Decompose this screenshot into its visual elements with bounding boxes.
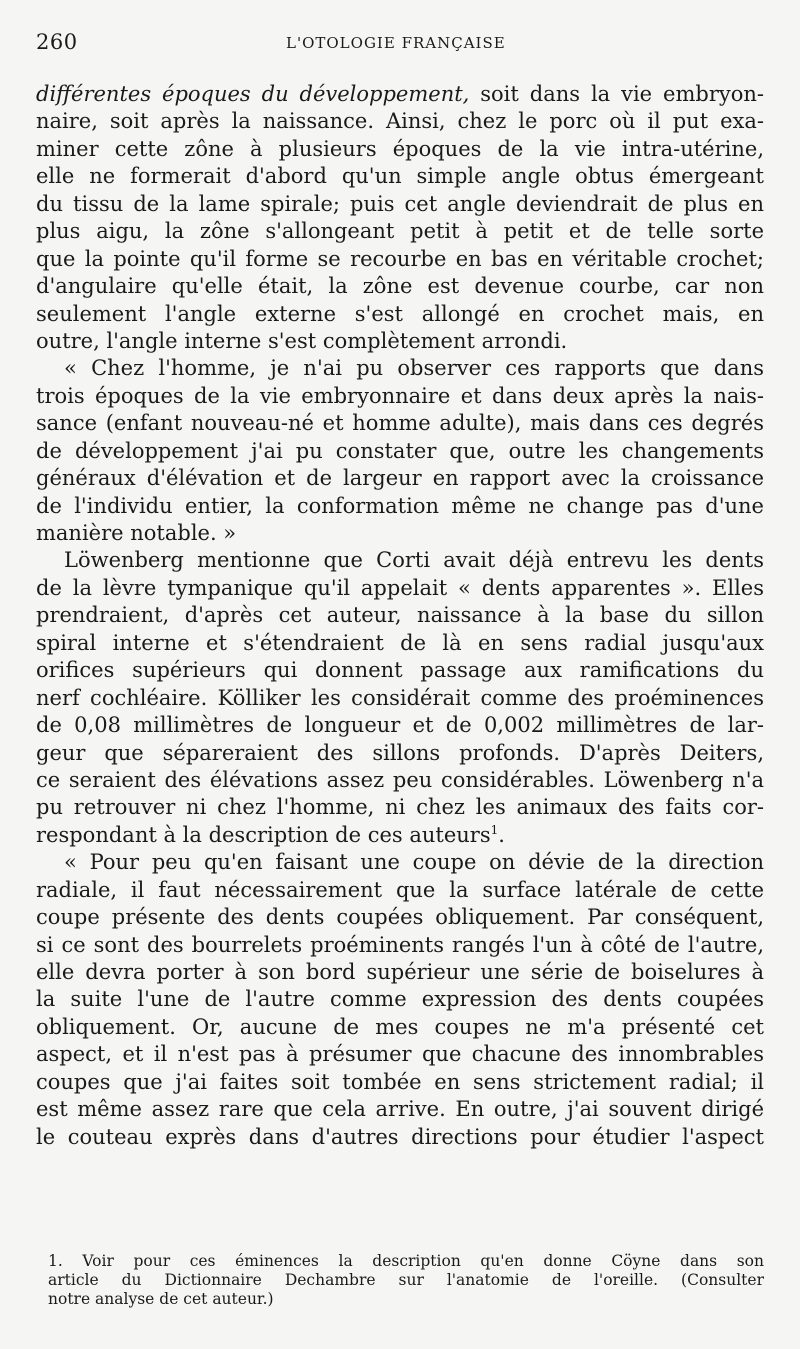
page-number: 260: [36, 30, 78, 54]
text-line: coupe présente des dents coupées obliquement. Par conséquent,: [36, 905, 764, 930]
text-line: prendraient, d'après cet auteur, naissance à la base du sillon: [36, 603, 764, 628]
text-line: Löwenberg mentionne que Corti avait déjà entrevu les dents: [64, 548, 764, 573]
text-line: geur que sépareraient des sillons profonds. D'après Deiters,: [36, 740, 764, 765]
text-line: que la pointe qu'il forme se recourbe en bas en véritable crochet;: [36, 246, 764, 271]
text-line: « Pour peu qu'en faisant une coupe on dévie de la direction: [64, 850, 764, 875]
text-line: pu retrouver ni chez l'homme, ni chez les animaux des faits cor-: [36, 795, 764, 820]
text-line: la suite l'une de l'autre comme expression des dents coupées: [36, 987, 764, 1012]
footnotes: [48, 1252, 764, 1309]
text-line: seulement l'angle externe s'est allongé en crochet mais, en: [36, 301, 764, 326]
text-line: de développement j'ai pu constater que, outre les changements: [36, 438, 764, 463]
body-text: [36, 81, 764, 1151]
text-line: de la lèvre tympanique qu'il appelait « dents apparentes ». Elles: [36, 575, 764, 600]
text-line: de 0,08 millimètres de longueur et de 0,002 millimètres de lar-: [36, 713, 764, 738]
text-line: radiale, il faut nécessairement que la surface latérale de cette: [36, 877, 764, 902]
text-line: « Chez l'homme, je n'ai pu observer ces rapports que dans: [64, 356, 764, 381]
text-line: d'angulaire qu'elle était, la zône est devenue courbe, car non: [36, 274, 764, 299]
text-fragment: respondant à la description de ces auteurs: [36, 822, 491, 847]
page-header: [36, 30, 760, 60]
text-line: miner cette zône à plusieurs époques de la vie intra-utérine,: [36, 136, 764, 161]
text-line: de l'individu entier, la conformation même ne change pas d'une: [36, 493, 764, 518]
footnote-line: article du Dictionnaire Dechambre sur l'anatomie de l'oreille. (Consulter: [48, 1271, 764, 1289]
text-line: coupes que j'ai faites soit tombée en sens strictement radial; il: [36, 1069, 764, 1094]
text-line: aspect, et il n'est pas à présumer que chacune des innombrables: [36, 1042, 764, 1067]
text-line: généraux d'élévation et de largeur en rapport avec la croissance: [36, 466, 764, 491]
text-line: ce seraient des élévations assez peu considérables. Löwenberg n'a: [36, 767, 764, 792]
italic-phrase: différentes époques du développement,: [36, 82, 470, 106]
running-head: L'OTOLOGIE FRANÇAISE: [286, 34, 506, 52]
text-line: obliquement. Or, aucune de mes coupes ne m'a présenté cet: [36, 1014, 764, 1039]
text-line: du tissu de la lame spirale; puis cet angle deviendrait de plus en: [36, 191, 764, 216]
text-line: elle ne formerait d'abord qu'un simple angle obtus émergeant: [36, 164, 764, 189]
text-line: [36, 81, 764, 108]
text-line: le couteau exprès dans d'autres directions pour étudier l'aspect: [36, 1124, 764, 1149]
text-line: outre, l'angle interne s'est complètement arrondi.: [36, 328, 568, 353]
text-fragment: .: [498, 822, 505, 847]
footnote-line: 1. Voir pour ces éminences la description qu'en donne Cöyne dans son: [48, 1252, 764, 1270]
text-line: spiral interne et s'étendraient de là en sens radial jusqu'aux: [36, 630, 764, 655]
text-line: naire, soit après la naissance. Ainsi, chez le porc où il put exa-: [36, 109, 764, 134]
footnote-reference[interactable]: 1: [490, 822, 499, 837]
text-line: est même assez rare que cela arrive. En outre, j'ai souvent dirigé: [36, 1097, 764, 1122]
text-line: manière notable. »: [36, 521, 237, 545]
text-line: [36, 822, 764, 849]
text-line: orifices supérieurs qui donnent passage aux ramifications du: [36, 658, 764, 683]
text-line: nerf cochléaire. Kölliker les considérait comme des proéminences: [36, 685, 764, 710]
text-line: sance (enfant nouveau-né et homme adulte), mais dans ces degrés: [36, 411, 764, 436]
text-line: elle devra porter à son bord supérieur une série de boiselures à: [36, 960, 764, 984]
text-line: trois époques de la vie embryonnaire et dans deux après la nais-: [36, 383, 764, 408]
footnote-line: notre analyse de cet auteur.): [48, 1290, 274, 1308]
text-line: si ce sont des bourrelets proéminents rangés l'un à côté de l'autre,: [36, 932, 764, 957]
text-line: plus aigu, la zône s'allongeant petit à petit et de telle sorte: [36, 219, 764, 244]
text-fragment: soit dans la vie embryon-: [469, 82, 764, 106]
